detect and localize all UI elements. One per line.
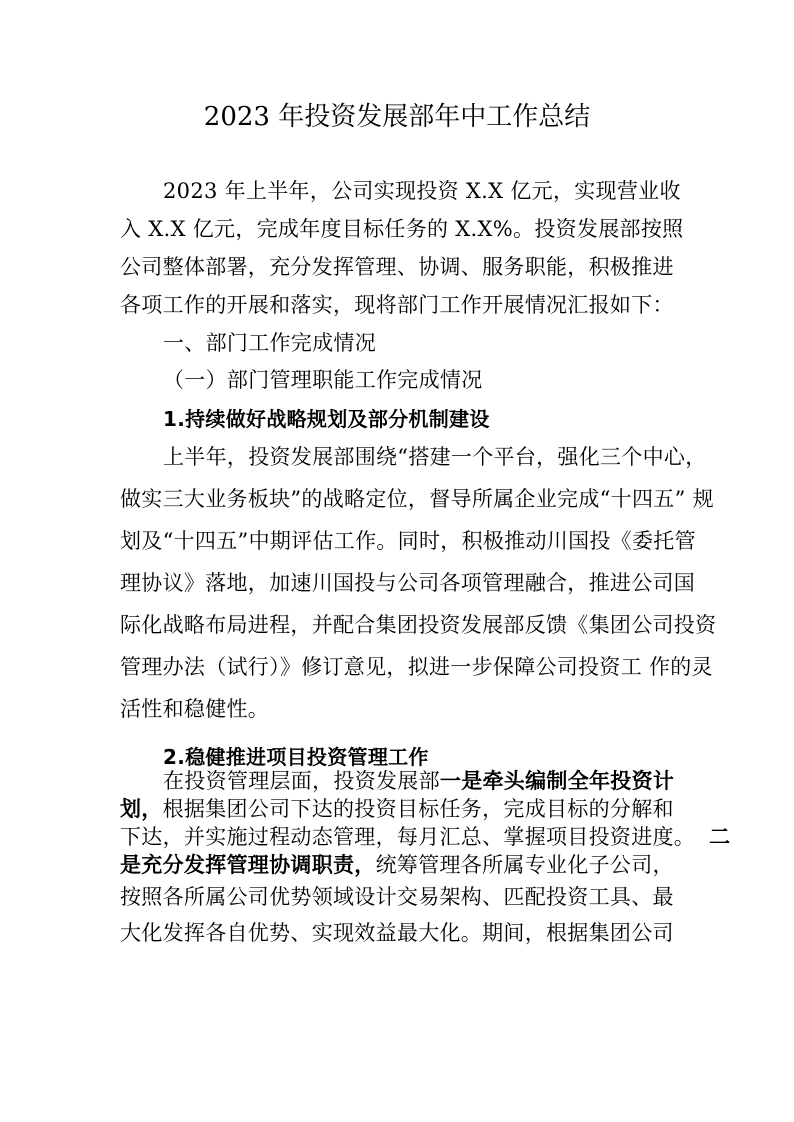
paragraph-line	[120, 850, 674, 880]
paragraph-line	[163, 766, 674, 796]
emphasis-text: 一是牵头编制全年投资计	[439, 769, 675, 793]
page-title: 2023 年投资发展部年中工作总结	[203, 102, 591, 132]
subsection-heading: （一）部门管理职能工作完成情况	[163, 368, 483, 392]
paragraph-line: 做实三大业务板块”的战略定位，督导所属企业完成“十四五” 规	[120, 487, 714, 511]
intro-line: 2023 年上半年，公司实现投资 X.X 亿元，实现营业收	[163, 179, 681, 203]
paragraph-line: 活性和稳健性。	[120, 697, 270, 721]
text-run: 在投资管理层面，投资发展部	[163, 769, 440, 793]
text-run: 统筹管理各所属专业化子公司，	[375, 853, 674, 877]
paragraph-line: 按照各所属公司优势领域设计交易架构、匹配投资工具、最	[120, 885, 674, 909]
paragraph-line	[120, 794, 674, 824]
text-run: 下达，并实施过程动态管理，每月汇总、掌握项目投资进度。	[120, 825, 696, 849]
paragraph-line: 际化战略布局进程，并配合集团投资发展部反馈《集团公司投资	[120, 613, 717, 637]
section-heading-1: 一、部门工作完成情况	[163, 331, 376, 355]
item-heading-2: 2.稳健推进项目投资管理工作	[163, 745, 429, 769]
emphasis-text: 是充分发挥管理协调职责，	[120, 853, 376, 877]
paragraph-line: 管理办法（试行）》修订意见，拟进一步保障公司投资工 作的灵	[120, 655, 713, 679]
paragraph-line: 划及“十四五”中期评估工作。同时，积极推动川国投《委托管	[120, 529, 696, 553]
intro-line: 公司整体部署，充分发挥管理、协调、服务职能，积极推进	[120, 255, 674, 279]
text-run: 根据集团公司下达的投资目标任务，完成目标的分解和	[162, 797, 674, 821]
paragraph-line: 理协议》落地，加速川国投与公司各项管理融合，推进公司国	[120, 571, 696, 595]
paragraph-line: 上半年，投资发展部围绕“搭建一个平台，强化三个中心，	[163, 445, 707, 469]
intro-line: 各项工作的开展和落实，现将部门工作开展情况汇报如下：	[120, 293, 674, 317]
emphasis-text: 划，	[120, 797, 163, 821]
paragraph-line	[120, 822, 730, 852]
item-heading-1: 1.持续做好战略规划及部分机制建设	[163, 407, 490, 431]
emphasis-text: 二	[709, 825, 731, 849]
paragraph-line: 大化发挥各自优势、实现效益最大化。期间，根据集团公司	[120, 921, 674, 945]
intro-line: 入 X.X 亿元，完成年度目标任务的 X.X%。投资发展部按照	[120, 217, 684, 241]
